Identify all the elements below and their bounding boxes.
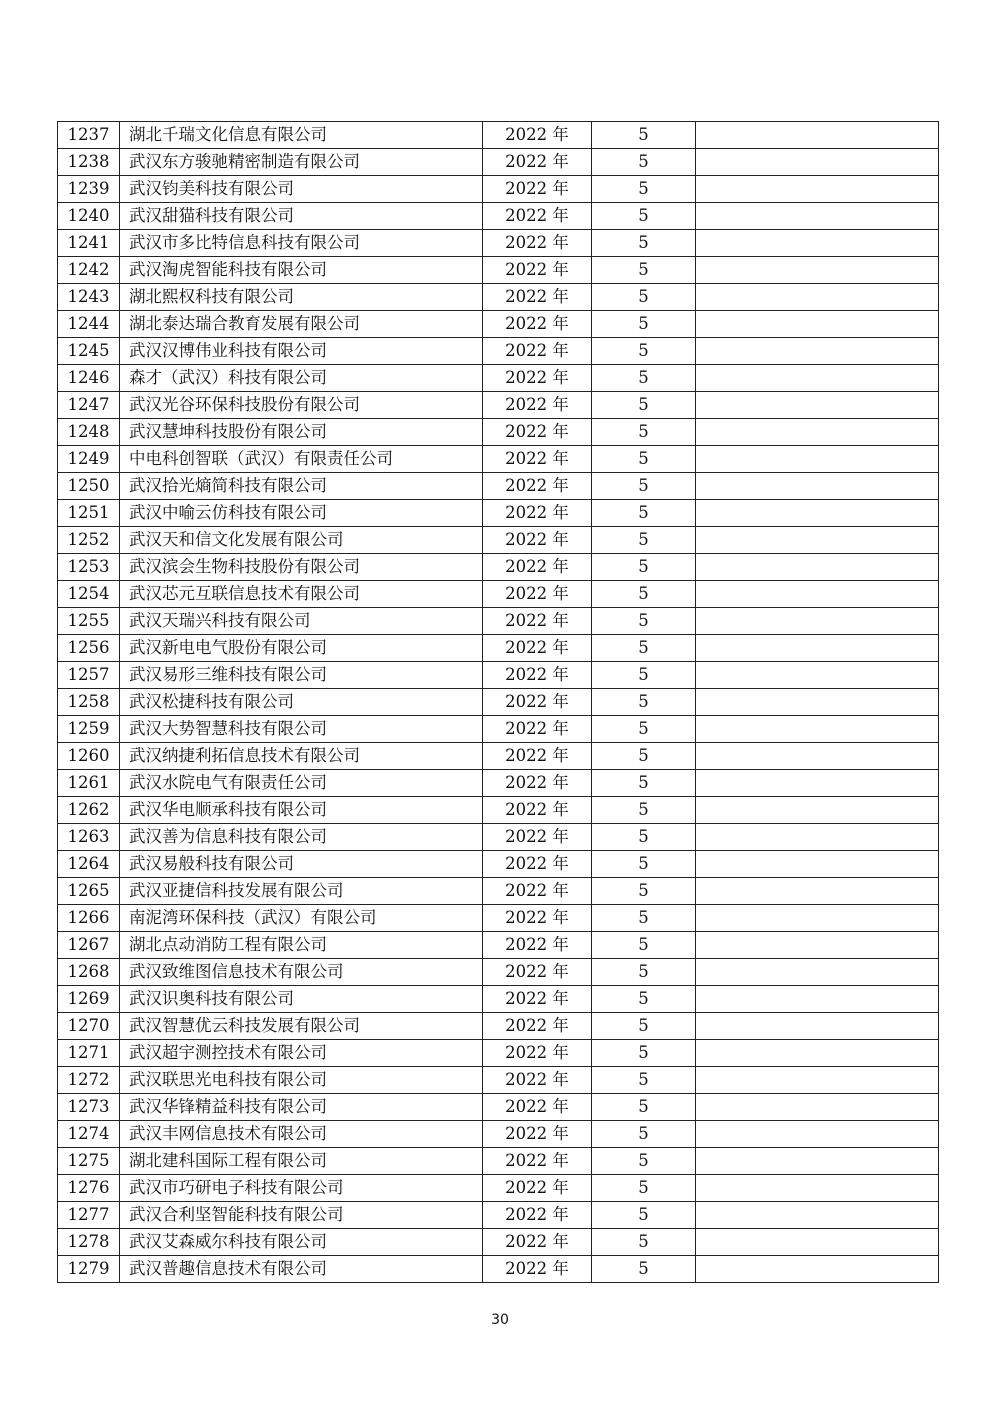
company-name: 湖北泰达瑞合教育发展有限公司 — [120, 311, 483, 338]
company-name: 武汉智慧优云科技发展有限公司 — [120, 1013, 483, 1040]
remark-cell — [696, 878, 939, 905]
year-cell: 2022 年 — [483, 338, 592, 365]
table-row — [58, 1148, 939, 1175]
table-row — [58, 1040, 939, 1067]
remark-cell — [696, 1013, 939, 1040]
score-cell: 5 — [592, 473, 696, 500]
page-number: 30 — [491, 1312, 509, 1328]
table-row — [58, 770, 939, 797]
remark-cell — [696, 662, 939, 689]
year-cell: 2022 年 — [483, 1229, 592, 1256]
row-number: 1253 — [58, 554, 120, 581]
table-row — [58, 824, 939, 851]
score-cell: 5 — [592, 419, 696, 446]
company-name: 武汉华锋精益科技有限公司 — [120, 1094, 483, 1121]
company-name: 武汉丰网信息技术有限公司 — [120, 1121, 483, 1148]
year-cell: 2022 年 — [483, 1175, 592, 1202]
table-row — [58, 608, 939, 635]
remark-cell — [696, 1256, 939, 1283]
row-number: 1264 — [58, 851, 120, 878]
year-cell: 2022 年 — [483, 1148, 592, 1175]
score-cell: 5 — [592, 1121, 696, 1148]
score-cell: 5 — [592, 716, 696, 743]
remark-cell — [696, 446, 939, 473]
company-name: 武汉市巧研电子科技有限公司 — [120, 1175, 483, 1202]
year-cell: 2022 年 — [483, 203, 592, 230]
remark-cell — [696, 257, 939, 284]
row-number: 1244 — [58, 311, 120, 338]
year-cell: 2022 年 — [483, 527, 592, 554]
year-cell: 2022 年 — [483, 770, 592, 797]
year-cell: 2022 年 — [483, 662, 592, 689]
year-cell: 2022 年 — [483, 419, 592, 446]
year-cell: 2022 年 — [483, 905, 592, 932]
score-cell: 5 — [592, 500, 696, 527]
table-row — [58, 230, 939, 257]
score-cell: 5 — [592, 1229, 696, 1256]
table-row — [58, 1229, 939, 1256]
row-number: 1272 — [58, 1067, 120, 1094]
year-cell: 2022 年 — [483, 365, 592, 392]
remark-cell — [696, 1040, 939, 1067]
table-row — [58, 581, 939, 608]
score-cell: 5 — [592, 1202, 696, 1229]
table-row — [58, 1256, 939, 1283]
score-cell: 5 — [592, 824, 696, 851]
row-number: 1238 — [58, 149, 120, 176]
row-number: 1279 — [58, 1256, 120, 1283]
row-number: 1243 — [58, 284, 120, 311]
row-number: 1274 — [58, 1121, 120, 1148]
remark-cell — [696, 284, 939, 311]
row-number: 1249 — [58, 446, 120, 473]
table-row — [58, 149, 939, 176]
year-cell: 2022 年 — [483, 635, 592, 662]
company-name: 武汉东方骏驰精密制造有限公司 — [120, 149, 483, 176]
remark-cell — [696, 473, 939, 500]
company-name: 武汉善为信息科技有限公司 — [120, 824, 483, 851]
row-number: 1258 — [58, 689, 120, 716]
company-name: 武汉亚捷信科技发展有限公司 — [120, 878, 483, 905]
score-cell: 5 — [592, 122, 696, 149]
remark-cell — [696, 500, 939, 527]
score-cell: 5 — [592, 932, 696, 959]
table-row — [58, 959, 939, 986]
company-name: 武汉拾光熵简科技有限公司 — [120, 473, 483, 500]
row-number: 1267 — [58, 932, 120, 959]
year-cell: 2022 年 — [483, 473, 592, 500]
year-cell: 2022 年 — [483, 230, 592, 257]
remark-cell — [696, 149, 939, 176]
remark-cell — [696, 176, 939, 203]
remark-cell — [696, 959, 939, 986]
score-cell: 5 — [592, 878, 696, 905]
remark-cell — [696, 122, 939, 149]
row-number: 1277 — [58, 1202, 120, 1229]
company-name: 武汉光谷环保科技股份有限公司 — [120, 392, 483, 419]
score-cell: 5 — [592, 1175, 696, 1202]
remark-cell — [696, 1148, 939, 1175]
row-number: 1268 — [58, 959, 120, 986]
table-row — [58, 986, 939, 1013]
table-row — [58, 905, 939, 932]
score-cell: 5 — [592, 1013, 696, 1040]
company-name: 武汉华电顺承科技有限公司 — [120, 797, 483, 824]
company-name: 武汉易般科技有限公司 — [120, 851, 483, 878]
remark-cell — [696, 338, 939, 365]
remark-cell — [696, 203, 939, 230]
remark-cell — [696, 851, 939, 878]
table-row — [58, 176, 939, 203]
row-number: 1276 — [58, 1175, 120, 1202]
score-cell: 5 — [592, 176, 696, 203]
year-cell: 2022 年 — [483, 392, 592, 419]
year-cell: 2022 年 — [483, 959, 592, 986]
score-cell: 5 — [592, 1094, 696, 1121]
company-name: 武汉淘虎智能科技有限公司 — [120, 257, 483, 284]
score-cell: 5 — [592, 743, 696, 770]
row-number: 1259 — [58, 716, 120, 743]
remark-cell — [696, 1229, 939, 1256]
year-cell: 2022 年 — [483, 986, 592, 1013]
row-number: 1248 — [58, 419, 120, 446]
year-cell: 2022 年 — [483, 1202, 592, 1229]
company-name: 武汉慧坤科技股份有限公司 — [120, 419, 483, 446]
year-cell: 2022 年 — [483, 797, 592, 824]
company-name: 森才（武汉）科技有限公司 — [120, 365, 483, 392]
table-row — [58, 716, 939, 743]
table-row — [58, 743, 939, 770]
company-name: 武汉纳捷利拓信息技术有限公司 — [120, 743, 483, 770]
row-number: 1273 — [58, 1094, 120, 1121]
remark-cell — [696, 1094, 939, 1121]
remark-cell — [696, 527, 939, 554]
year-cell: 2022 年 — [483, 1121, 592, 1148]
row-number: 1250 — [58, 473, 120, 500]
company-name: 武汉天瑞兴科技有限公司 — [120, 608, 483, 635]
year-cell: 2022 年 — [483, 743, 592, 770]
score-cell: 5 — [592, 581, 696, 608]
company-name: 武汉艾森威尔科技有限公司 — [120, 1229, 483, 1256]
company-name: 武汉联思光电科技有限公司 — [120, 1067, 483, 1094]
score-cell: 5 — [592, 554, 696, 581]
company-name: 武汉致维图信息技术有限公司 — [120, 959, 483, 986]
row-number: 1260 — [58, 743, 120, 770]
row-number: 1261 — [58, 770, 120, 797]
remark-cell — [696, 743, 939, 770]
company-name: 中电科创智联（武汉）有限责任公司 — [120, 446, 483, 473]
year-cell: 2022 年 — [483, 878, 592, 905]
company-name: 武汉天和信文化发展有限公司 — [120, 527, 483, 554]
remark-cell — [696, 1202, 939, 1229]
remark-cell — [696, 716, 939, 743]
remark-cell — [696, 635, 939, 662]
company-name: 武汉水院电气有限责任公司 — [120, 770, 483, 797]
score-cell: 5 — [592, 257, 696, 284]
score-cell: 5 — [592, 284, 696, 311]
score-cell: 5 — [592, 1256, 696, 1283]
company-name: 武汉钧美科技有限公司 — [120, 176, 483, 203]
year-cell: 2022 年 — [483, 1256, 592, 1283]
company-name: 武汉普趣信息技术有限公司 — [120, 1256, 483, 1283]
year-cell: 2022 年 — [483, 689, 592, 716]
year-cell: 2022 年 — [483, 824, 592, 851]
company-name: 南泥湾环保科技（武汉）有限公司 — [120, 905, 483, 932]
year-cell: 2022 年 — [483, 122, 592, 149]
table-row — [58, 500, 939, 527]
score-cell: 5 — [592, 203, 696, 230]
company-name: 武汉识奥科技有限公司 — [120, 986, 483, 1013]
row-number: 1237 — [58, 122, 120, 149]
remark-cell — [696, 554, 939, 581]
table-row — [58, 203, 939, 230]
table-row — [58, 284, 939, 311]
remark-cell — [696, 797, 939, 824]
score-cell: 5 — [592, 770, 696, 797]
year-cell: 2022 年 — [483, 851, 592, 878]
company-name: 湖北熙权科技有限公司 — [120, 284, 483, 311]
remark-cell — [696, 1121, 939, 1148]
score-cell: 5 — [592, 446, 696, 473]
company-name: 武汉滨会生物科技股份有限公司 — [120, 554, 483, 581]
table-row — [58, 554, 939, 581]
year-cell: 2022 年 — [483, 1094, 592, 1121]
year-cell: 2022 年 — [483, 608, 592, 635]
row-number: 1255 — [58, 608, 120, 635]
year-cell: 2022 年 — [483, 1040, 592, 1067]
score-cell: 5 — [592, 635, 696, 662]
table-row — [58, 446, 939, 473]
row-number: 1239 — [58, 176, 120, 203]
table-row — [58, 878, 939, 905]
score-cell: 5 — [592, 608, 696, 635]
score-cell: 5 — [592, 365, 696, 392]
year-cell: 2022 年 — [483, 446, 592, 473]
company-name: 武汉超宇测控技术有限公司 — [120, 1040, 483, 1067]
table-row — [58, 1121, 939, 1148]
year-cell: 2022 年 — [483, 500, 592, 527]
table-row — [58, 932, 939, 959]
table-row — [58, 851, 939, 878]
table-row — [58, 1175, 939, 1202]
score-cell: 5 — [592, 311, 696, 338]
company-name: 湖北建科国际工程有限公司 — [120, 1148, 483, 1175]
remark-cell — [696, 365, 939, 392]
row-number: 1257 — [58, 662, 120, 689]
row-number: 1240 — [58, 203, 120, 230]
table-row — [58, 392, 939, 419]
score-cell: 5 — [592, 1067, 696, 1094]
table-row — [58, 338, 939, 365]
score-cell: 5 — [592, 230, 696, 257]
row-number: 1242 — [58, 257, 120, 284]
year-cell: 2022 年 — [483, 149, 592, 176]
year-cell: 2022 年 — [483, 581, 592, 608]
company-name: 武汉中喻云仿科技有限公司 — [120, 500, 483, 527]
year-cell: 2022 年 — [483, 284, 592, 311]
year-cell: 2022 年 — [483, 716, 592, 743]
company-name: 武汉芯元互联信息技术有限公司 — [120, 581, 483, 608]
score-cell: 5 — [592, 851, 696, 878]
company-name: 武汉市多比特信息科技有限公司 — [120, 230, 483, 257]
table-row — [58, 1202, 939, 1229]
table-body — [58, 122, 939, 1283]
table-row — [58, 473, 939, 500]
row-number: 1270 — [58, 1013, 120, 1040]
row-number: 1278 — [58, 1229, 120, 1256]
remark-cell — [696, 311, 939, 338]
remark-cell — [696, 230, 939, 257]
score-cell: 5 — [592, 662, 696, 689]
company-name: 武汉甜猫科技有限公司 — [120, 203, 483, 230]
row-number: 1269 — [58, 986, 120, 1013]
row-number: 1246 — [58, 365, 120, 392]
remark-cell — [696, 986, 939, 1013]
year-cell: 2022 年 — [483, 311, 592, 338]
remark-cell — [696, 419, 939, 446]
row-number: 1265 — [58, 878, 120, 905]
remark-cell — [696, 608, 939, 635]
year-cell: 2022 年 — [483, 176, 592, 203]
table-row — [58, 689, 939, 716]
score-cell: 5 — [592, 986, 696, 1013]
score-cell: 5 — [592, 689, 696, 716]
score-cell: 5 — [592, 959, 696, 986]
company-name: 武汉易形三维科技有限公司 — [120, 662, 483, 689]
year-cell: 2022 年 — [483, 932, 592, 959]
score-cell: 5 — [592, 797, 696, 824]
company-name: 武汉松捷科技有限公司 — [120, 689, 483, 716]
table-row — [58, 122, 939, 149]
year-cell: 2022 年 — [483, 554, 592, 581]
table-row — [58, 365, 939, 392]
row-number: 1241 — [58, 230, 120, 257]
row-number: 1254 — [58, 581, 120, 608]
year-cell: 2022 年 — [483, 1013, 592, 1040]
row-number: 1256 — [58, 635, 120, 662]
company-name: 湖北点动消防工程有限公司 — [120, 932, 483, 959]
score-cell: 5 — [592, 1148, 696, 1175]
row-number: 1252 — [58, 527, 120, 554]
row-number: 1245 — [58, 338, 120, 365]
remark-cell — [696, 689, 939, 716]
score-cell: 5 — [592, 149, 696, 176]
score-cell: 5 — [592, 338, 696, 365]
row-number: 1266 — [58, 905, 120, 932]
table-row — [58, 1094, 939, 1121]
score-cell: 5 — [592, 1040, 696, 1067]
company-name: 武汉汉博伟业科技有限公司 — [120, 338, 483, 365]
table-row — [58, 662, 939, 689]
remark-cell — [696, 824, 939, 851]
remark-cell — [696, 1067, 939, 1094]
year-cell: 2022 年 — [483, 257, 592, 284]
company-name: 武汉新电电气股份有限公司 — [120, 635, 483, 662]
row-number: 1271 — [58, 1040, 120, 1067]
table-row — [58, 311, 939, 338]
company-table — [57, 121, 939, 1283]
table-row — [58, 1067, 939, 1094]
company-name: 武汉大势智慧科技有限公司 — [120, 716, 483, 743]
remark-cell — [696, 770, 939, 797]
remark-cell — [696, 1175, 939, 1202]
remark-cell — [696, 581, 939, 608]
company-name: 武汉合利坚智能科技有限公司 — [120, 1202, 483, 1229]
row-number: 1262 — [58, 797, 120, 824]
row-number: 1263 — [58, 824, 120, 851]
table-row — [58, 797, 939, 824]
table-row — [58, 419, 939, 446]
row-number: 1251 — [58, 500, 120, 527]
row-number: 1275 — [58, 1148, 120, 1175]
score-cell: 5 — [592, 905, 696, 932]
table-row — [58, 527, 939, 554]
table-row — [58, 257, 939, 284]
remark-cell — [696, 392, 939, 419]
company-name: 湖北千瑞文化信息有限公司 — [120, 122, 483, 149]
year-cell: 2022 年 — [483, 1067, 592, 1094]
row-number: 1247 — [58, 392, 120, 419]
remark-cell — [696, 905, 939, 932]
table-row — [58, 1013, 939, 1040]
remark-cell — [696, 932, 939, 959]
score-cell: 5 — [592, 527, 696, 554]
table-row — [58, 635, 939, 662]
score-cell: 5 — [592, 392, 696, 419]
